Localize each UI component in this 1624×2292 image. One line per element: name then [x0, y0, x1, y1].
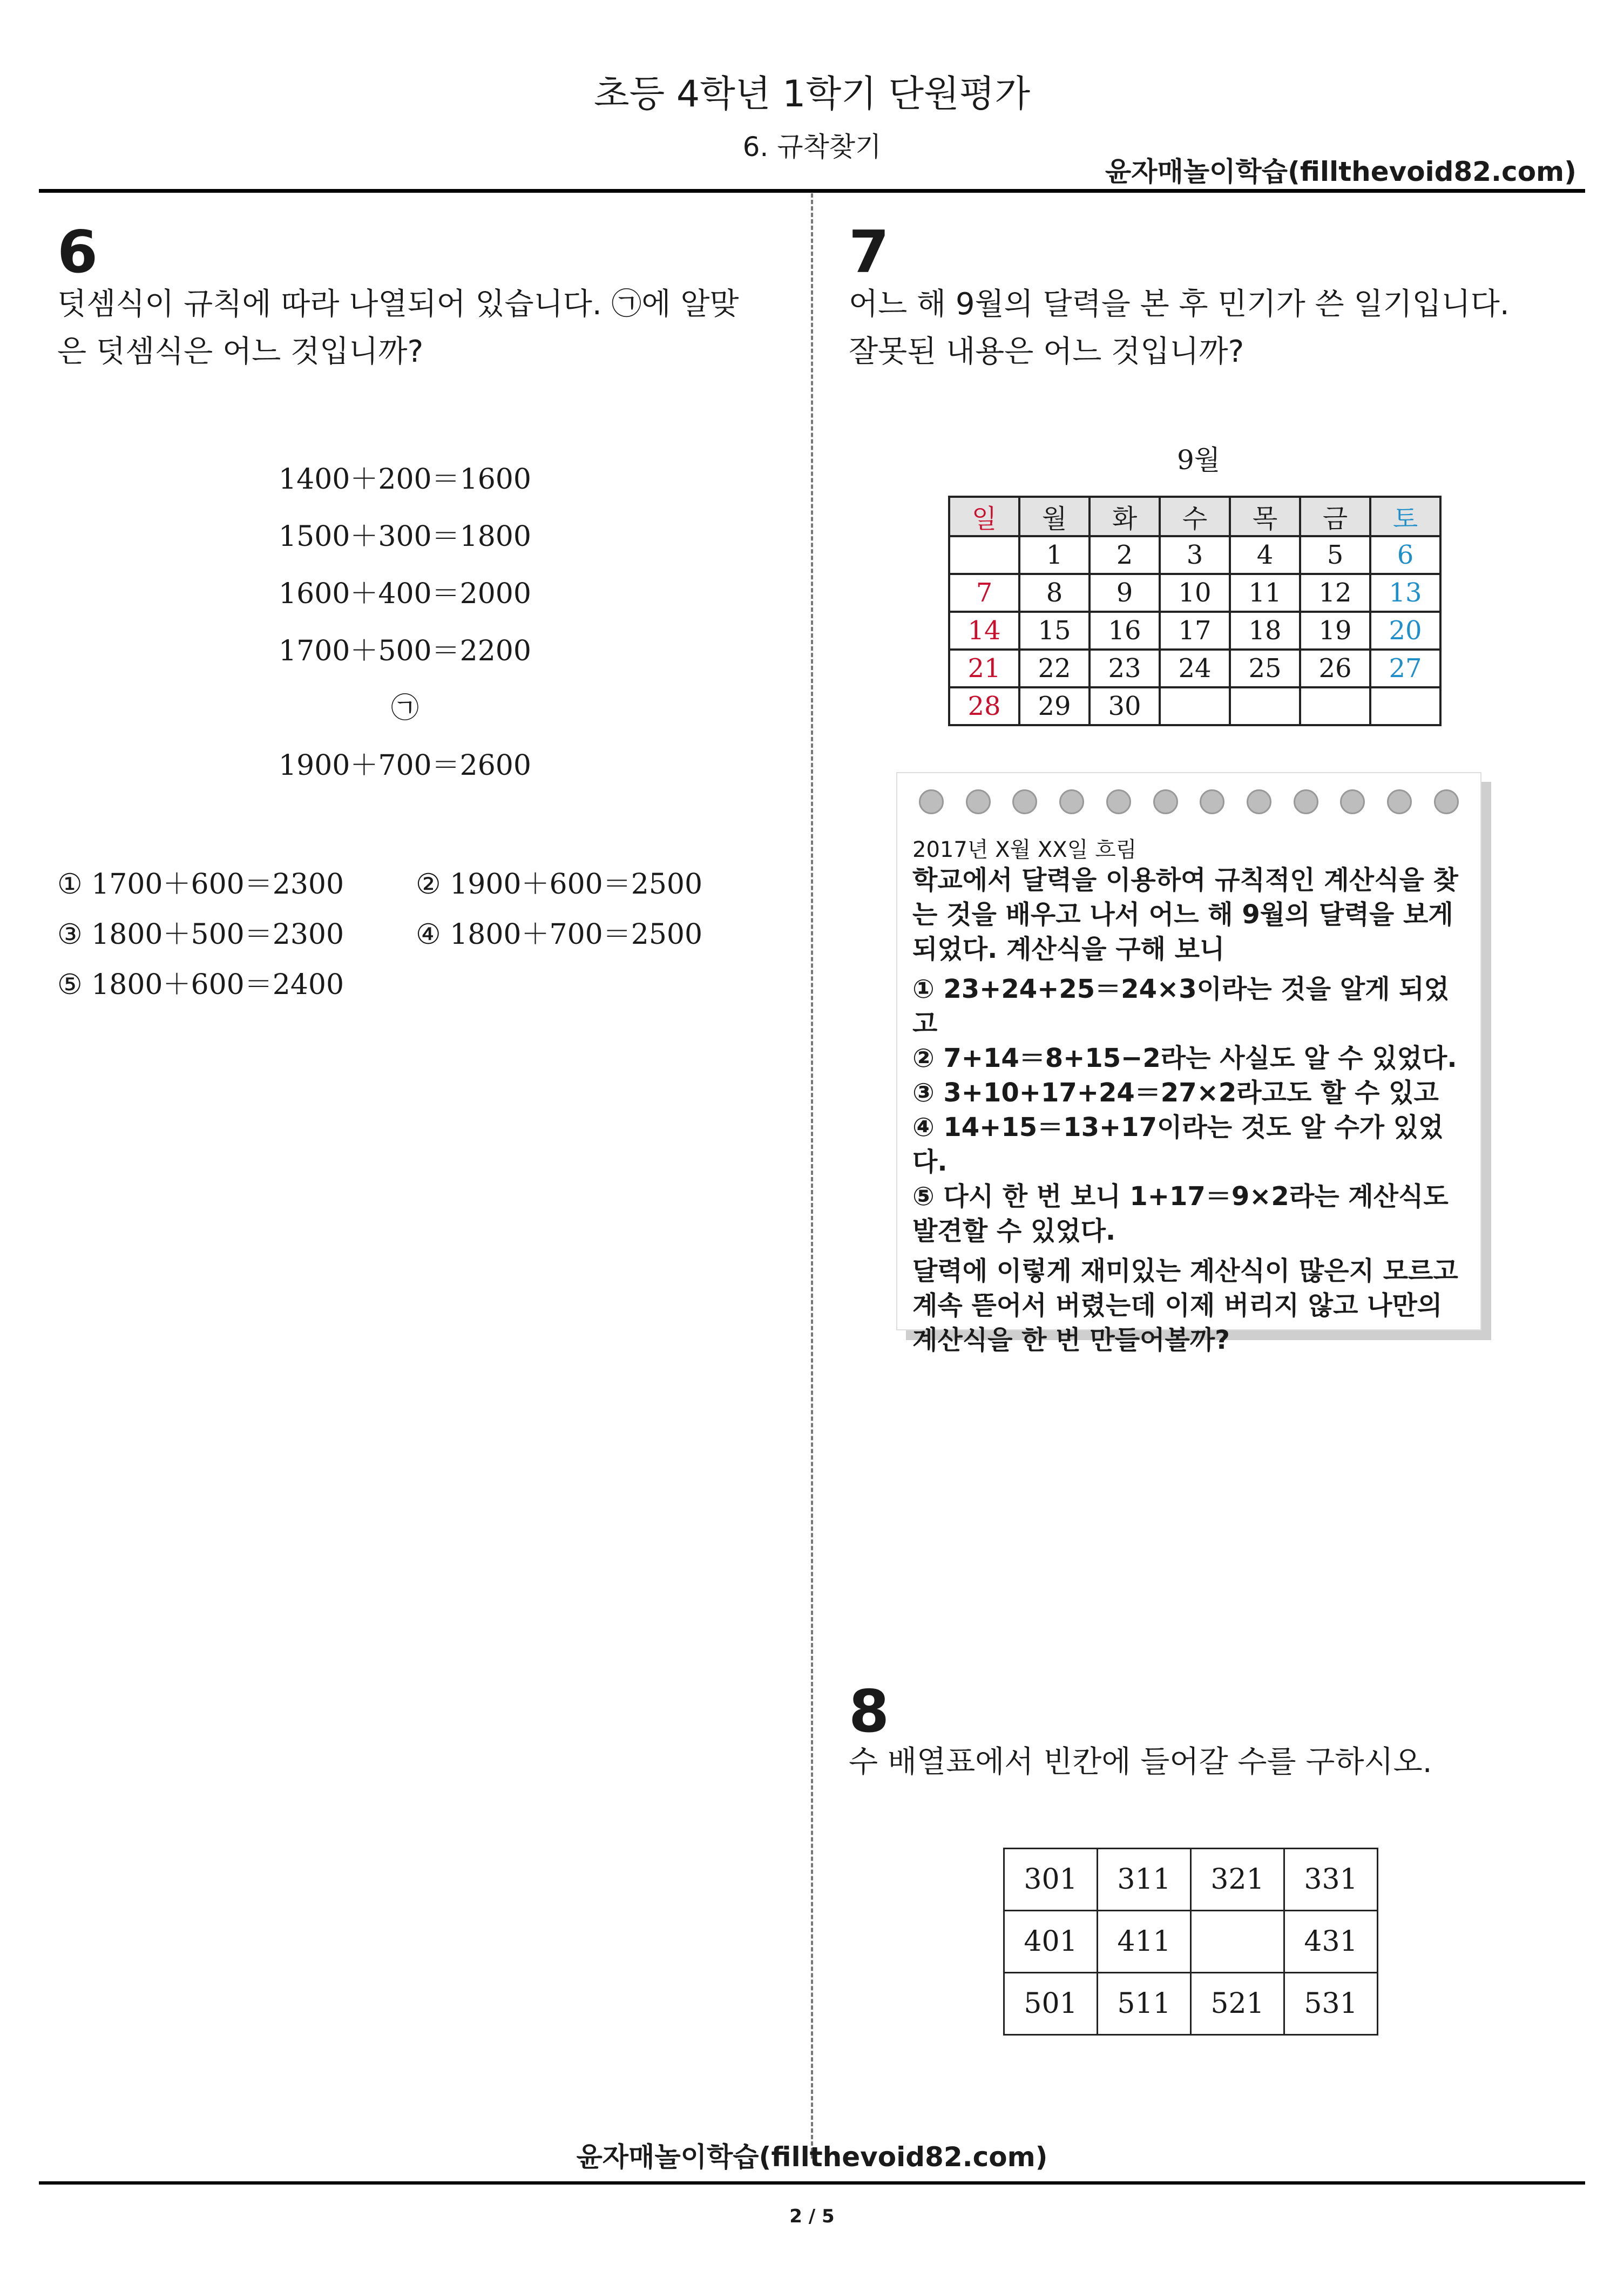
question-6-prompt-line1: 덧셈식이 규칙에 따라 나열되어 있습니다. ㉠에 알맞	[57, 287, 739, 322]
question-6-equation-list	[189, 456, 621, 800]
calendar-day: 19	[1300, 612, 1370, 650]
table-cell: 411	[1098, 1911, 1191, 1973]
table-cell: 301	[1004, 1849, 1098, 1911]
ring-icon	[919, 789, 944, 814]
question-8-number: 8	[849, 1678, 890, 1746]
choice-5[interactable]: ⑤ 1800＋600＝2400	[57, 969, 344, 1001]
calendar-day: 4	[1230, 536, 1300, 574]
calendar-day: 28	[949, 687, 1019, 725]
diary-intro: 학교에서 달력을 이용하여 규칙적인 계산식을 찾는 것을 배우고 나서 어느 해 9월의 달력을 보게 되었다. 계산식을 구해 보니	[912, 865, 1458, 964]
table-cell: 501	[1004, 1973, 1098, 2035]
september-calendar	[948, 496, 1442, 726]
notepad-rings	[919, 789, 1459, 814]
calendar-day: 20	[1370, 612, 1440, 650]
calendar-day: 8	[1019, 574, 1090, 612]
table-cell: 431	[1284, 1911, 1378, 1973]
column-divider	[811, 193, 813, 2159]
question-7-prompt	[849, 281, 1572, 376]
ring-icon	[1153, 789, 1178, 814]
header-rule	[39, 189, 1585, 193]
table-cell: 531	[1284, 1973, 1378, 2035]
number-array-table	[1003, 1848, 1378, 2036]
calendar-day: 1	[1019, 536, 1090, 574]
calendar-day: 21	[949, 650, 1019, 687]
question-6-prompt	[57, 281, 781, 376]
calendar-day: 2	[1090, 536, 1160, 574]
weekday-sun: 일	[949, 497, 1019, 536]
calendar-day: 3	[1160, 536, 1230, 574]
calendar-day	[949, 536, 1019, 574]
ring-icon	[1340, 789, 1365, 814]
calendar-day: 23	[1090, 650, 1160, 687]
weekday-mon: 월	[1019, 497, 1090, 536]
diary-item-4: ④ 14+15＝13+17이라는 것도 알 수가 있었다.	[912, 1112, 1444, 1177]
ring-icon	[1387, 789, 1412, 814]
brand-footer: 윤자매놀이학습(fillthevoid82.com)	[576, 2141, 1048, 2173]
calendar-day: 16	[1090, 612, 1160, 650]
equation-2: 1500＋300＝1800	[279, 520, 531, 553]
question-6-number: 6	[57, 219, 98, 286]
ring-icon	[1434, 789, 1459, 814]
diary-note	[896, 772, 1481, 1355]
weekday-fri: 금	[1300, 497, 1370, 536]
question-6-prompt-line2: 은 덧셈식은 어느 것입니까?	[57, 334, 424, 369]
calendar-day: 17	[1160, 612, 1230, 650]
calendar-day: 25	[1230, 650, 1300, 687]
calendar-day	[1370, 687, 1440, 725]
calendar-day: 29	[1019, 687, 1090, 725]
question-8-prompt: 수 배열표에서 빈칸에 들어갈 수를 구하시오.	[849, 1745, 1432, 1780]
table-row	[1004, 1973, 1378, 2035]
diary-item-1: ① 23+24+25＝24×3이라는 것을 알게 되었고	[912, 974, 1450, 1039]
calendar-day	[1160, 687, 1230, 725]
calendar-week	[949, 574, 1440, 612]
table-row	[1004, 1911, 1378, 1973]
calendar-day: 22	[1019, 650, 1090, 687]
diary-date: 2017년 X월 XX일 흐림	[912, 837, 1137, 862]
calendar-week	[949, 536, 1440, 574]
ring-icon	[966, 789, 991, 814]
calendar-day: 6	[1370, 536, 1440, 574]
table-cell: 511	[1098, 1973, 1191, 2035]
table-cell: 331	[1284, 1849, 1378, 1911]
calendar-day	[1300, 687, 1370, 725]
calendar-day: 13	[1370, 574, 1440, 612]
question-7-prompt-line2: 잘못된 내용은 어느 것입니까?	[849, 334, 1244, 369]
footer-rule	[39, 2181, 1585, 2185]
ring-icon	[1012, 789, 1037, 814]
ring-icon	[1247, 789, 1271, 814]
question-7-number: 7	[849, 219, 890, 286]
table-cell: 311	[1098, 1849, 1191, 1911]
brand-header: 윤자매놀이학습(fillthevoid82.com)	[1105, 156, 1576, 187]
blank-answer-cell[interactable]	[1191, 1911, 1284, 1973]
weekday-tue: 화	[1090, 497, 1160, 536]
diary-item-5: ⑤ 다시 한 번 보니 1+17＝9×2라는 계산식도 발견할 수 있었다.	[912, 1181, 1449, 1246]
calendar-day: 27	[1370, 650, 1440, 687]
calendar-day	[1230, 687, 1300, 725]
calendar-title: 9월	[1176, 444, 1221, 476]
choice-2[interactable]: ② 1900＋600＝2500	[416, 868, 703, 901]
calendar-day: 15	[1019, 612, 1090, 650]
calendar-day: 10	[1160, 574, 1230, 612]
equation-6: 1900＋700＝2600	[279, 749, 531, 782]
ring-icon	[1106, 789, 1131, 814]
page-number: 2 / 5	[789, 2206, 835, 2227]
equation-3: 1600＋400＝2000	[279, 578, 531, 610]
choice-1[interactable]: ① 1700＋600＝2300	[57, 868, 344, 901]
weekday-wed: 수	[1160, 497, 1230, 536]
diary-item-3: ③ 3+10+17+24＝27×2라고도 할 수 있고	[912, 1078, 1439, 1108]
question-7-prompt-line1: 어느 해 9월의 달력을 본 후 민기가 쓴 일기입니다.	[849, 287, 1510, 322]
calendar-day: 11	[1230, 574, 1300, 612]
calendar-day: 14	[949, 612, 1019, 650]
calendar-week	[949, 612, 1440, 650]
choice-3[interactable]: ③ 1800＋500＝2300	[57, 918, 344, 951]
choice-4[interactable]: ④ 1800＋700＝2500	[416, 918, 703, 951]
calendar-day: 9	[1090, 574, 1160, 612]
calendar-week	[949, 650, 1440, 687]
equation-4: 1700＋500＝2200	[279, 635, 531, 667]
table-cell: 321	[1191, 1849, 1284, 1911]
calendar-day: 5	[1300, 536, 1370, 574]
weekday-thu: 목	[1230, 497, 1300, 536]
diary-outro: 달력에 이렇게 재미있는 계산식이 많은지 모르고 계속 뜯어서 버렸는데 이제 버리지 않고 나만의 계산식을 한 번 만들어볼까?	[912, 1256, 1458, 1355]
calendar-week	[949, 687, 1440, 725]
weekday-sat: 토	[1370, 497, 1440, 536]
unit-subtitle: 6. 규착찾기	[742, 131, 882, 163]
calendar-day: 12	[1300, 574, 1370, 612]
table-cell: 521	[1191, 1973, 1284, 2035]
equation-blank-marker: ㉠	[390, 692, 419, 725]
ring-icon	[1294, 789, 1318, 814]
ring-icon	[1200, 789, 1224, 814]
table-cell: 401	[1004, 1911, 1098, 1973]
calendar-day: 7	[949, 574, 1019, 612]
calendar-day: 30	[1090, 687, 1160, 725]
calendar-weekday-row	[949, 497, 1440, 536]
equation-1: 1400＋200＝1600	[279, 463, 531, 496]
diary-item-2: ② 7+14＝8+15−2라는 사실도 알 수 있었다.	[912, 1043, 1457, 1073]
calendar-day: 18	[1230, 612, 1300, 650]
calendar-day: 26	[1300, 650, 1370, 687]
diary-body	[912, 863, 1469, 1363]
page-title: 초등 4학년 1학기 단원평가	[593, 73, 1031, 116]
ring-icon	[1059, 789, 1084, 814]
calendar-day: 24	[1160, 650, 1230, 687]
table-row	[1004, 1849, 1378, 1911]
